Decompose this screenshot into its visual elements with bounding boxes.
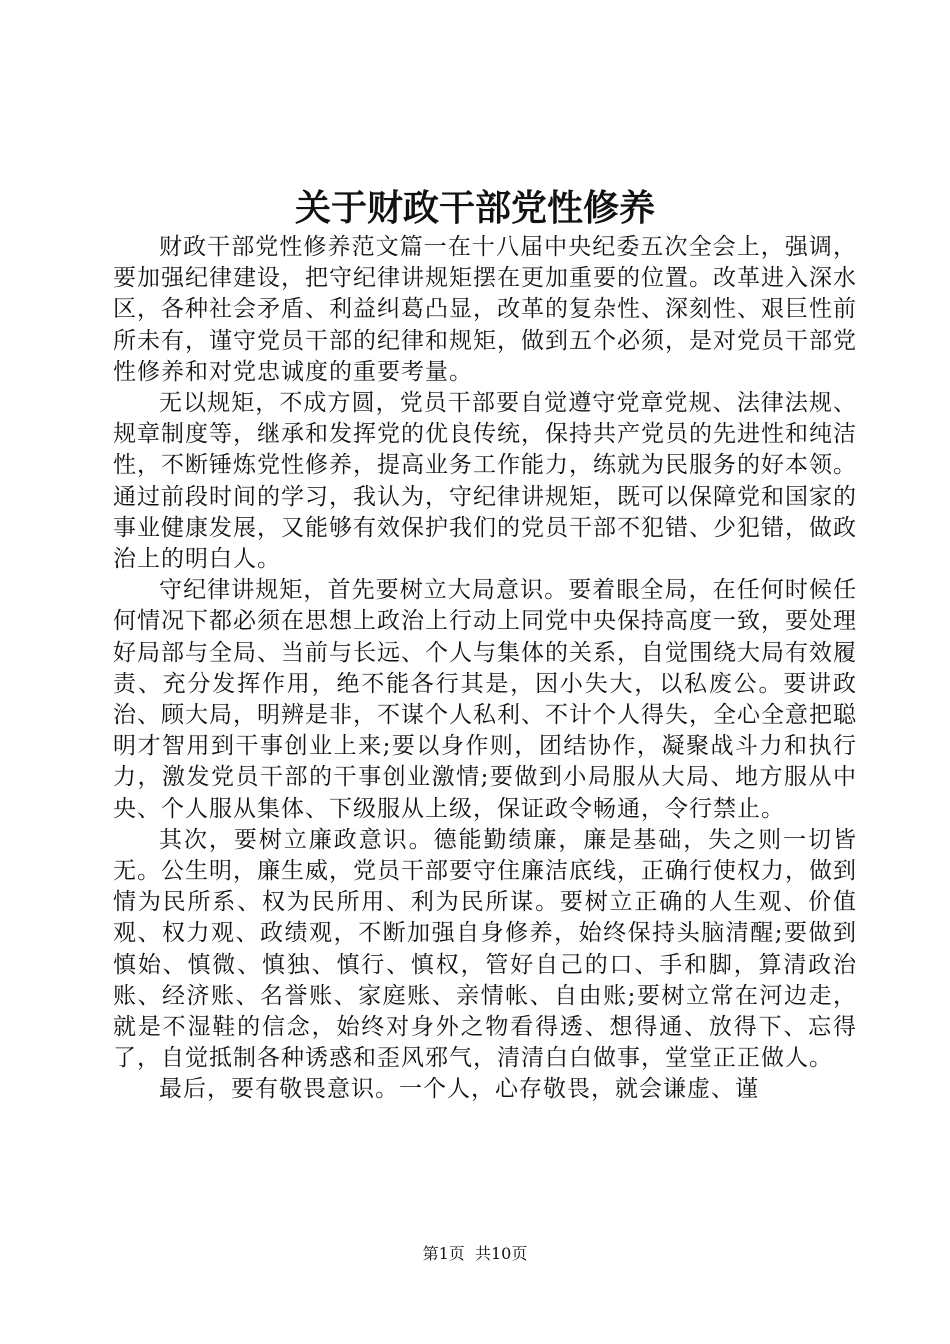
paragraph-2: 无以规矩，不成方圆，党员干部要自觉遵守党章党规、法律法规、规章制度等，继承和发挥党的优良传统，保持共产党员的先进性和纯洁性，不断锤炼党性修养，提高业务工作能力，练就为民服务的好本领。通过前段时间的学习，我认为，守纪律讲规矩，既可以保障党和国家的事业健康发展，又能够有效保护我们的党员干部不犯错、少犯错，做政治上的明白人。 bbox=[113, 390, 857, 573]
page-number: 第1页 bbox=[422, 1244, 465, 1263]
paragraph-3: 守纪律讲规矩，首先要树立大局意识。要着眼全局，在任何时候任何情况下都必须在思想上政治上行动上同党中央保持高度一致，要处理好局部与全局、当前与长远、个人与集体的关系，自觉围绕大局有效履责、充分发挥作用，绝不能各行其是，因小失大，以私废公。要讲政治、顾大局，明辨是非，不谋个人私利、不计个人得失，全心全意把聪明才智用到干事创业上来;要以身作则，团结协作，凝聚战斗力和执行力，激发党员干部的干事创业激情;要做到小局服从大局、地方服从中央、个人服从集体、下级服从上级，保证政令畅通，令行禁止。 bbox=[113, 577, 857, 822]
page-footer bbox=[0, 1244, 950, 1264]
paragraph-5: 最后，要有敬畏意识。一个人，心存敬畏，就会谦虚、谨 bbox=[159, 1076, 759, 1103]
paragraph-4: 其次，要树立廉政意识。德能勤绩廉，廉是基础，失之则一切皆无。公生明，廉生威，党员干部要守住廉洁底线，正确行使权力，做到情为民所系、权为民所用、利为民所谋。要树立正确的人生观、价值观、权力观、政绩观，不断加强自身修养，始终保持头脑清醒;要做到慎始、慎微、慎独、慎行、慎权，管好自己的口、手和脚，算清政治账、经济账、名誉账、家庭账、亲情帐、自由账;要树立常在河边走，就是不湿鞋的信念，始终对身外之物看得透、想得通、放得下、忘得了，自觉抵制各种诱惑和歪风邪气，清清白白做事，堂堂正正做人。 bbox=[113, 826, 857, 1072]
footer-spacer bbox=[465, 1244, 475, 1263]
document-title: 关于财政干部党性修养 bbox=[294, 187, 655, 229]
page-total: 共10页 bbox=[474, 1244, 528, 1263]
paragraph-1: 财政干部党性修养范文篇一在十八届中央纪委五次全会上，强调，要加强纪律建设，把守纪律讲规矩摆在更加重要的位置。改革进入深水区，各种社会矛盾、利益纠葛凸显，改革的复杂性、深刻性、艰巨性前所未有，谨守党员干部的纪律和规矩，做到五个必须，是对党员干部党性修养和对党忠诚度的重要考量。 bbox=[113, 234, 857, 385]
document-body bbox=[113, 232, 857, 1106]
